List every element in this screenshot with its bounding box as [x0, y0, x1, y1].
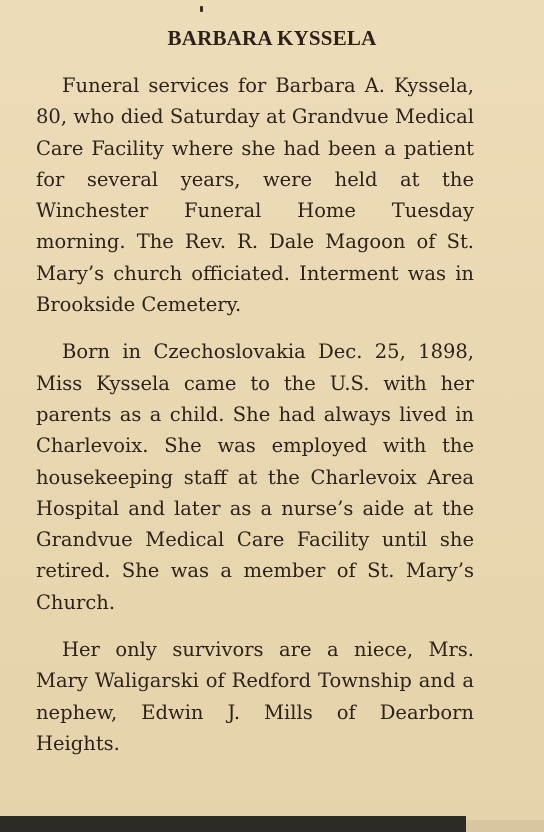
paragraph-funeral-services: Funeral services for Barbara A. Kyssela, 80, who died Saturday at Grandvue Medical Care Facility where she had been a patient for several years, were held at the Winchester Funeral Home Tuesday morning. The Rev. R. Dale Magoon of St. Mary’s church officiated. Interment was in Brookside Cemetery.: [36, 74, 474, 317]
paper-bottom-edge: [466, 820, 544, 832]
paragraph-biography: Born in Czechoslovakia Dec. 25, 1898, Miss Kyssela came to the U.S. with her parents as a child. She had always lived in Charlevoix. She was employed with the housekeeping staff at the Charlevoix Area Hospital and later as a nurse’s aide at the Grandvue Medical Care Facility until she retired. She was a member of St. Mary’s Church.: [36, 340, 474, 614]
obituary-headline: BARBARA KYSSELA: [167, 26, 377, 50]
bottom-rule: [0, 816, 466, 832]
obituary-body: [36, 70, 474, 775]
ink-speck: [200, 6, 203, 12]
paragraph-survivors: Her only survivors are a niece, Mrs. Mary Waligarski of Redford Township and a nephew, Edwin J. Mills of Dearborn Heights.: [36, 638, 474, 755]
